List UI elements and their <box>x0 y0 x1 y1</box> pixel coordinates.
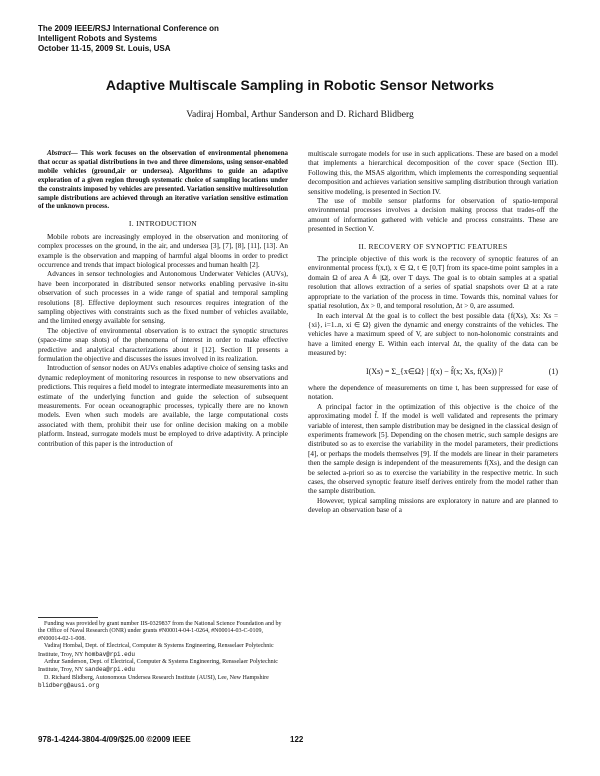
abstract <box>38 150 288 212</box>
conference-line-3: October 11-15, 2009 St. Louis, USA <box>38 44 171 53</box>
isbn-footer: 978-1-4244-3804-4/09/$25.00 ©2009 IEEE <box>38 735 191 744</box>
section-2-paragraph-3: where the dependence of measurements on time t, has been suppressed for ease of notation. <box>308 383 558 402</box>
equation-number: (1) <box>548 366 558 376</box>
footnote-author-1: Vadiraj Hombal, Dept. of Electrical, Computer & Systems Engineering, Rensselaer Polytechnic Institute, Troy, NY hombav@rpi.edu <box>38 643 274 658</box>
footnote-funding: Funding was provided by grant number IIS-0329837 from the National Science Foundation and by the Office of Naval Research (ONR) under grants #N00014-04-1-0264, #N00014-03-C-0109, #N00014-02-1-008. <box>38 621 282 642</box>
conference-header <box>38 24 219 54</box>
page-number: 122 <box>290 735 304 744</box>
abstract-lead: Abstract <box>47 150 71 157</box>
section-2-paragraph-5: However, typical sampling missions are exploratory in nature and are planned to develop an observation base of a <box>308 496 558 515</box>
equation-body: I(Xs) = Σ_{x∈Ω} | f(x) − f̂(x; Xs, f(Xs)) |² <box>366 366 503 376</box>
right-paragraph-1: multiscale surrogate models for use in such applications. These are based on a model that implements a hierarchical decomposition of the cover space (Section III). Following this, the MSAS algorithm, which implements the corresponding sequential decomposition and achieves variation sensitive sampling distribution through variation sensitive modeling, is presented in Section IV. <box>308 150 558 196</box>
conference-line-2: Intelligent Robots and Systems <box>38 34 158 43</box>
section-2-paragraph-1: The principle objective of this work is the recovery of synoptic features of an environmental process f(x,t), x ∈ Ω, t ∈ [0,T] from its space-time point samples in a domain Ω of area A ≜ |Ω|, over T days. The goal is to obtain samples at a spatial resolution that allows extraction of a series of spatial snapshots over Ω at a rate appropriate to the variation of the process in time. Towards this, nominal values for spatial resolution, Δx > 0, and temporal resolution, Δt > 0, are assumed. <box>308 255 558 311</box>
intro-paragraph-4: Introduction of sensor nodes on AUVs enables adaptive choice of sensing tasks and dynamic redeployment of monitoring resources in response to new observations and predictions. This requires a field model to integrate intermediate measurements into an estimate of the underlying function and guide the selection of subsequent measurements. For ocean oceanographic processes, typically there are no known models. Even when such models are available, the large computational costs associated with them, prohibit their use for online decision making on a mobile platform. Instead, surrogate models must be employed to drive adaptivity. A principle contribution of this paper is the introduction of <box>38 364 288 448</box>
email-link[interactable]: hombav@rpi.edu <box>84 650 135 658</box>
section-2-paragraph-2: In each interval Δt the goal is to collect the best possible data {f(Xs), Xs: Xs = {xi}, i=1..n, xi ∈ Ω} given the dynamic and energy constraints of the vehicles. The vehicles have a maximum speed of V, are subject to non-holonomic constraints and have a limited energy E. Within each interval Δt, the quality of the data can be measured by: <box>308 311 558 358</box>
intro-paragraph-1: Mobile robots are increasingly employed in the observation and monitoring of complex processes on the ground, in the air, and undersea [3], [7], [8], [11], [13]. An example is the observation and mapping of harmful algal blooms in order to predict occurrence and trends that impact biological processes and human health [2]. <box>38 232 288 269</box>
abstract-text: — This work focuses on the observation of environmental phenomena that occur as spatial distributions in two and three dimensions, using sensor-enabled mobile vehicles (ground,air or undersea). Algorithms to guide an adaptive exploration of a given region through systematic choice of sampling locations under the constraints imposed by vehicles are presented. Variation sensitive multiresolution sample distributions are achieved through an iterative variation sensitive estimation of the unknown process. <box>38 150 288 211</box>
right-paragraph-2: The use of mobile sensor platforms for observation of spatio-temporal environmental processes involves a decision making process that trades-off the amount of information gathered with vehicle and process constraints. These are presented in Section V. <box>308 197 558 234</box>
intro-paragraph-3: The objective of environmental observation is to extract the synoptic structures (space-time snap shots) of the phenomena of interest in order to make effective predictive and analytical characterizations about it [12]. Section II presents a formulation the objective and discusses the issues involved in its realization. <box>38 326 288 364</box>
right-column <box>308 150 558 516</box>
footnote-author-2: Arthur Sanderson, Dept. of Electrical, Computer & Systems Engineering, Rensselaer Polytechnic Institute, Troy, NY sandea@rpi.edu <box>38 659 278 674</box>
equation-1 <box>366 367 558 376</box>
paper-title: Adaptive Multiscale Sampling in Robotic Sensor Networks <box>105 77 495 93</box>
footnotes <box>38 617 288 691</box>
email-link[interactable]: sandea@rpi.edu <box>84 666 135 674</box>
footnote-author-3: D. Richard Blidberg, Autonomous Undersea Research Institute (AUSI), Lee, New Hampshire blidberg@ausi.org <box>38 674 269 690</box>
section-1-heading: I. INTRODUCTION <box>128 219 198 229</box>
section-2-heading: II. RECOVERY OF SYNOPTIC FEATURES <box>358 241 508 251</box>
section-2-paragraph-4: A principal factor in the optimization of this objective is the choice of the approximating model f̂. If the model is well validated and represents the primary variable of interest, then sample distribution may be designed in the classical design of experiments framework [5]. Depending on the chosen metric, such sample designs are distributed so as to exercise the variability in the model parameters, their predictions [4], or perhaps the models themselves [9]. If the models are linear in their parameters then the sample design is independent of the measurements f(Xs), and the design can be selected a-priori so as to exercise the variability in the respective metric. In such cases, the observed synoptic feature itself derives entirely from the model rather than the sample distribution. <box>308 402 558 496</box>
conference-line-1: The 2009 IEEE/RSJ International Conference on <box>38 24 219 33</box>
email-link[interactable]: blidberg@ausi.org <box>38 682 100 690</box>
intro-paragraph-2: Advances in sensor technologies and Autonomous Underwater Vehicles (AUVs), have been incorporated in distributed sensor networks enabling pervasive in-situ observation of such processes in a wide range of spatial and temporal sampling resolutions [8]. Effective deployment such resources requires integration of the sampling objectives with constraints such as the fixed number of vehicles available, and the limited energy available for sensing. <box>38 270 288 326</box>
left-column <box>38 150 288 449</box>
authors: Vadiraj Hombal, Arthur Sanderson and D. Richard Blidberg <box>186 110 414 120</box>
footnote-rule <box>38 617 98 618</box>
